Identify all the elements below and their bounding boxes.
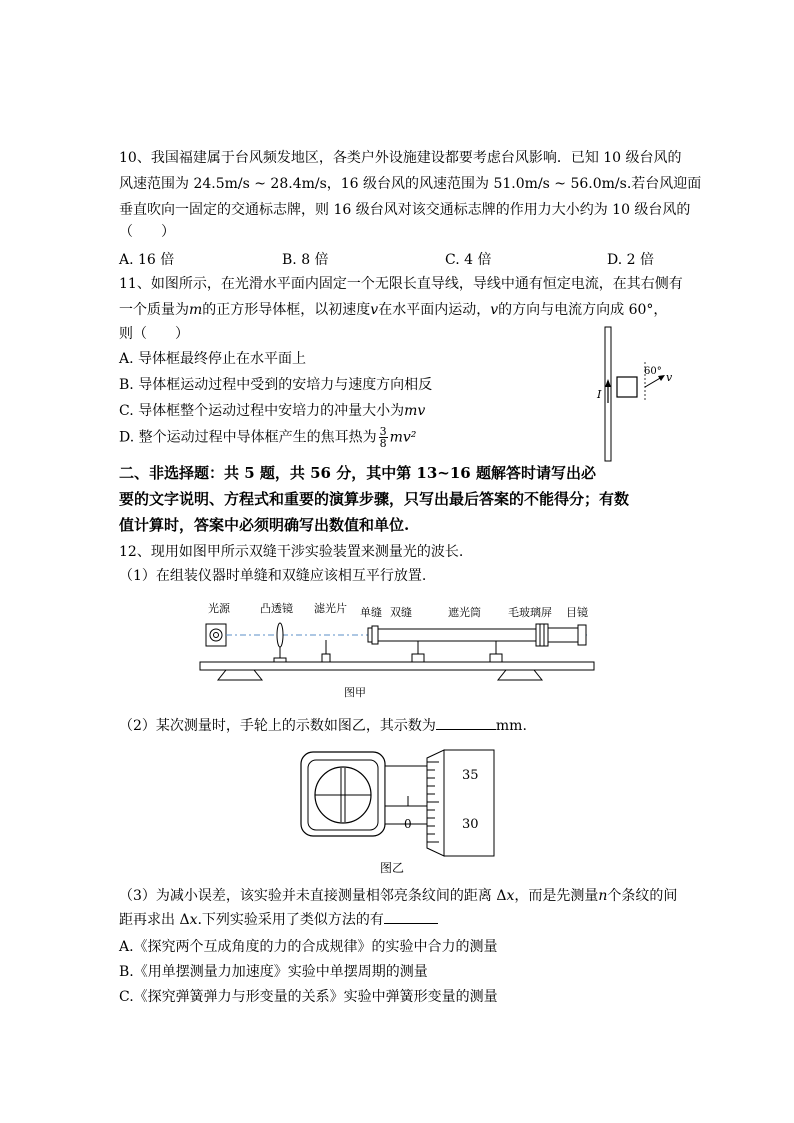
velocity-label: v <box>666 371 673 384</box>
figure-jia-caption: 图甲 <box>344 686 366 699</box>
label-filter: 滤光片 <box>314 602 347 615</box>
frosted-screen <box>536 624 548 646</box>
q12-part3-line2-text-b: .下列实验采用了类似方法的有 <box>197 912 384 928</box>
q11-option-b: B. 导体框运动过程中受到的安培力与速度方向相反 <box>119 377 433 393</box>
label-double-slit: 双缝 <box>390 606 412 619</box>
q10-line3: 垂直吹向一固定的交通标志牌，则 16 级台风对该交通标志牌的作用力大小约为 10 级台风的 <box>119 202 691 218</box>
label-single-slit: 单缝 <box>360 606 382 619</box>
square-frame <box>617 377 637 397</box>
q11-option-d <box>119 426 416 449</box>
thimble <box>444 750 494 856</box>
fraction-denominator: 8 <box>379 437 387 450</box>
sleeve-zero-label: 0 <box>404 817 412 831</box>
q12-option-a: A.《探究两个互成角度的力的合成规律》的实验中合力的测量 <box>119 939 498 955</box>
thimble-bevel <box>427 750 444 856</box>
label-eyepiece: 目镜 <box>566 606 588 619</box>
q12-part3-line2-text-a: 距再求出 Δ <box>119 912 190 928</box>
q12-option-c: C.《探究弹簧弹力与形变量的关系》实验中弹簧形变量的测量 <box>119 989 498 1005</box>
q11-option-c-text: C. 导体框整个运动过程中安培力的冲量大小为 <box>119 403 405 419</box>
main-sleeve <box>385 766 427 824</box>
figure-yi-caption: 图乙 <box>380 861 405 875</box>
velocity-arrow <box>645 377 662 387</box>
tube-stand-right-base <box>490 654 502 662</box>
optical-bench <box>200 662 594 670</box>
q10-option-a: A. 16 倍 <box>119 252 175 268</box>
q12-part2-text: （2）某次测量时，手轮上的示数如图乙，其示数为 <box>119 718 436 734</box>
double-slit-apparatus-figure <box>196 598 598 700</box>
convex-lens <box>277 623 283 647</box>
answer-blank-part3[interactable] <box>384 911 438 924</box>
section2-line3: 值计算时，答案中必须明确写出数值和单位. <box>119 516 410 534</box>
filter-holder <box>322 654 330 662</box>
single-slit <box>372 626 378 644</box>
label-frosted-screen: 毛玻璃屏 <box>508 606 552 619</box>
q11-velocity-symbol-1: v <box>370 302 379 318</box>
thimble-label-30: 30 <box>462 817 479 832</box>
eyepiece <box>578 625 586 645</box>
q10-line2: 风速范围为 24.5m/s ~ 28.4m/s，16 级台风的风速范围为 51.0m/s ~ 56.0m/s.若台风迎面 <box>119 176 702 192</box>
bench-foot-right <box>498 670 542 680</box>
answer-blank-part2[interactable] <box>436 717 496 730</box>
lens-base <box>274 658 286 662</box>
q10-line4: （ ） <box>119 224 175 240</box>
section2-line1: 二、非选择题：共 5 题，共 56 分，其中第 13~16 题解答时请写出必 <box>119 464 596 482</box>
q10-line1: 10、我国福建属于台风频发地区，各类户外设施建设都要考虑台风影响．已知 10 级台风的 <box>119 150 682 166</box>
q11-option-d-expr: mv² <box>389 429 417 446</box>
q12-part3-text-a: （3）为减小误差，该实验并未直接测量相邻亮条纹间的距离 Δ <box>119 888 507 904</box>
eyepiece-tube <box>548 628 578 642</box>
q11-line2-part-a: 一个质量为 <box>119 302 189 318</box>
q12-part3-text-c: 个条纹的间 <box>607 888 678 904</box>
section2-line2: 要的文字说明、方程式和重要的演算步骤，只写出最后答案的不能得分；有数 <box>119 490 630 508</box>
label-light-shield-tube: 遮光筒 <box>448 606 481 619</box>
q11-line2-part-b: 的正方形导体框，以初速度 <box>202 302 371 318</box>
q11-line1: 11、如图所示，在光滑水平面内固定一个无限长直导线，导线中通有恒定电流，在其右侧有 <box>119 276 683 292</box>
q10-option-b: B. 8 倍 <box>282 252 329 268</box>
lamp-filament <box>214 633 219 638</box>
angle-label: 60° <box>644 366 662 377</box>
tube-end-cap <box>368 628 372 642</box>
q12-part3-line2 <box>119 910 438 930</box>
q12-part3-line2-x-symbol: x <box>189 912 198 928</box>
bench-foot-left <box>218 670 262 680</box>
label-convex-lens: 凸透镜 <box>260 602 293 615</box>
q11-figure <box>590 325 680 465</box>
q10-option-c: C. 4 倍 <box>445 252 492 268</box>
q11-mass-symbol: m <box>189 302 203 318</box>
q11-option-a: A. 导体框最终停止在水平面上 <box>119 351 307 367</box>
q10-option-d: D. 2 倍 <box>607 252 654 268</box>
current-label: I <box>597 388 602 401</box>
q11-option-c-expr: mv <box>404 403 426 419</box>
q12-option-b: B.《用单摆测量力加速度》实验中单摆周期的测量 <box>119 964 428 980</box>
q12-part2 <box>119 716 527 736</box>
q12-part3-line1 <box>119 886 677 906</box>
light-shield-tube <box>378 629 538 641</box>
q12-intro: 12、现用如图甲所示双缝干涉实验装置来测量光的波长. <box>119 544 464 560</box>
label-light-source: 光源 <box>208 602 230 615</box>
q12-part3-text-b: ，而是先测量 <box>514 888 599 904</box>
q11-line2-part-c: 在水平面内运动， <box>378 302 491 318</box>
thimble-label-35: 35 <box>462 768 479 783</box>
q12-part2-unit: mm. <box>495 718 527 734</box>
q12-part3-n-symbol: n <box>598 888 608 904</box>
q11-option-c <box>119 400 425 420</box>
q11-line3: 则（ ） <box>119 326 189 342</box>
q12-part1: （1）在组装仪器时单缝和双缝应该相互平行放置. <box>119 568 427 584</box>
q11-option-d-text: D. 整个运动过程中导体框产生的焦耳热为 <box>119 429 377 446</box>
q11-line2-part-d: 的方向与电流方向成 60°， <box>498 302 668 318</box>
tube-stand-left-base <box>412 654 424 662</box>
micrometer-figure <box>298 746 498 882</box>
q11-line2 <box>119 300 667 320</box>
q11-option-d-fraction <box>379 426 388 449</box>
q11-velocity-symbol-2: v <box>490 302 499 318</box>
q12-part3-x-symbol: x <box>506 888 515 904</box>
fraction-numerator: 3 <box>379 425 387 438</box>
